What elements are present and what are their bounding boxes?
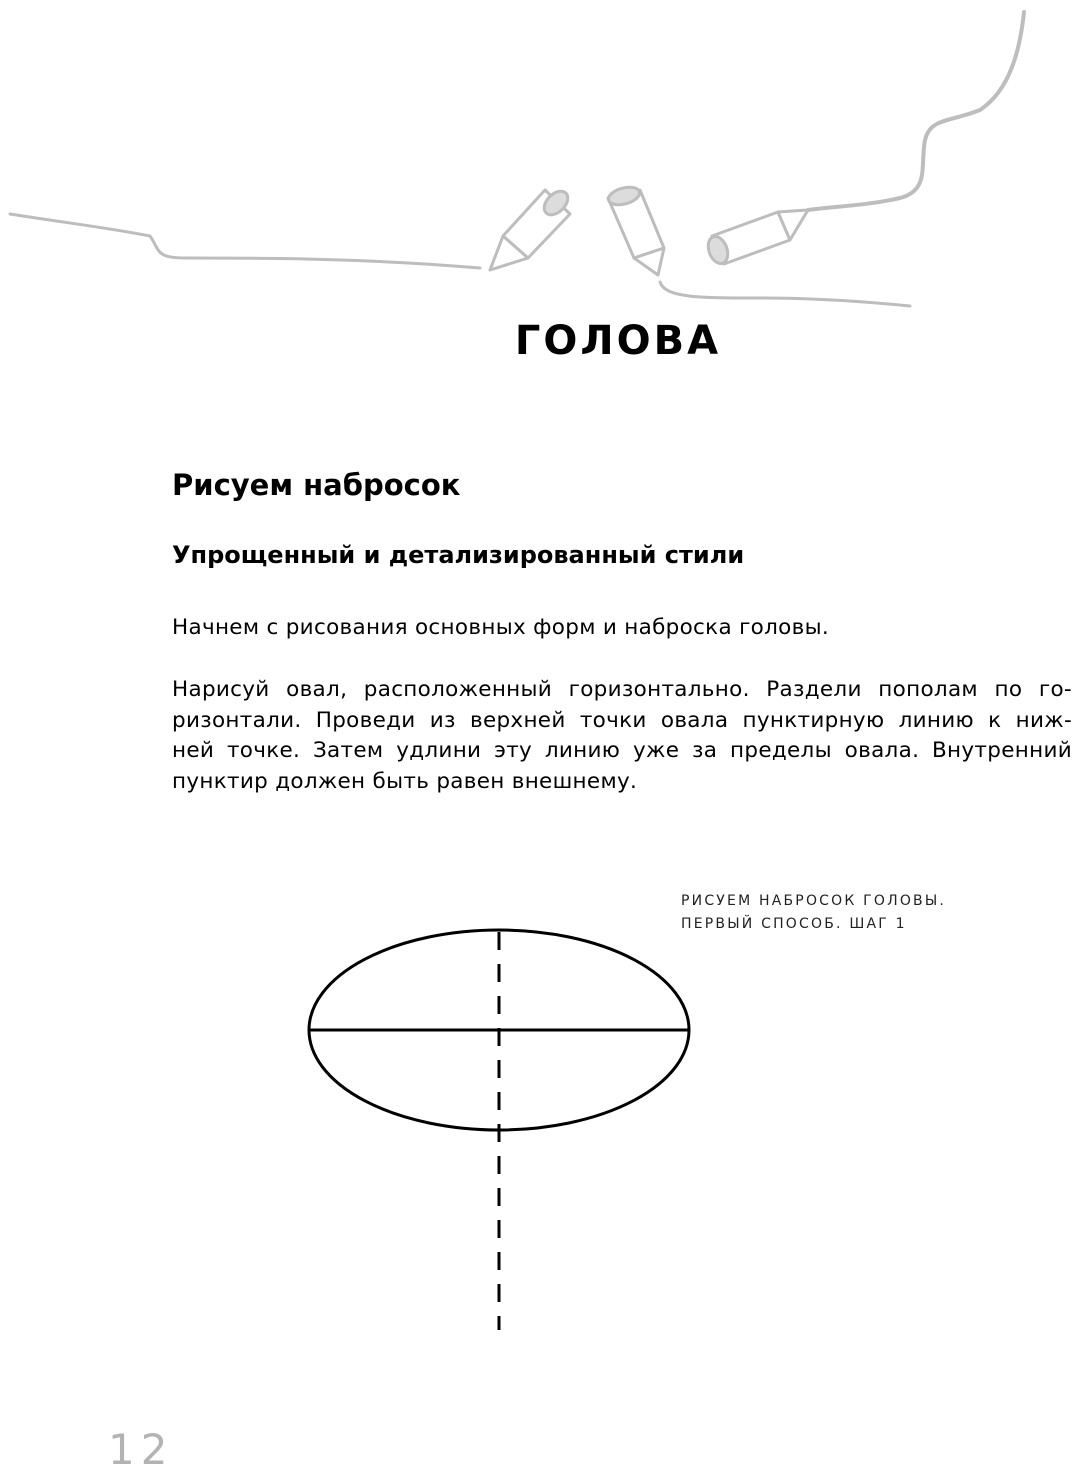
paragraph-intro	[172, 613, 1072, 644]
header-decoration	[0, 0, 1078, 320]
figure-caption	[681, 890, 946, 936]
head-oval	[309, 930, 689, 1130]
section-heading: Рисуем набросок	[172, 468, 461, 502]
pencil-icon	[606, 184, 664, 275]
paragraph-line: пунктир должен быть равен внешнему.	[172, 768, 638, 794]
chapter-title: ГОЛОВА	[514, 318, 722, 364]
wavy-line-right	[808, 12, 1024, 210]
pencil-icon	[705, 210, 808, 266]
caption-line: ПЕРВЫЙ СПОСОБ. ШАГ 1	[681, 916, 907, 932]
wavy-line-left	[10, 214, 480, 268]
section-subheading: Упрощенный и детализированный стили	[172, 541, 745, 569]
caption-line: РИСУЕМ НАБРОСОК ГОЛОВЫ.	[681, 893, 947, 909]
pencil-icon	[490, 187, 572, 270]
page-number: 12	[108, 1425, 174, 1474]
paragraph-instructions	[172, 675, 1072, 797]
paragraph-line: ней точке. Затем удлини эту линию уже за пределы овала. Внутренний	[172, 738, 1072, 763]
paragraph-line: ризонтали. Проведи из верхней точки овала пунктирную линию к ниж-	[172, 707, 1072, 733]
paragraph-line: Нарисуй овал, расположенный горизонтально. Раздели пополам по го-	[172, 677, 1072, 702]
wavy-line-bottom	[660, 282, 910, 306]
paragraph-line: Начнем с рисования основных форм и наброска головы.	[172, 615, 830, 640]
